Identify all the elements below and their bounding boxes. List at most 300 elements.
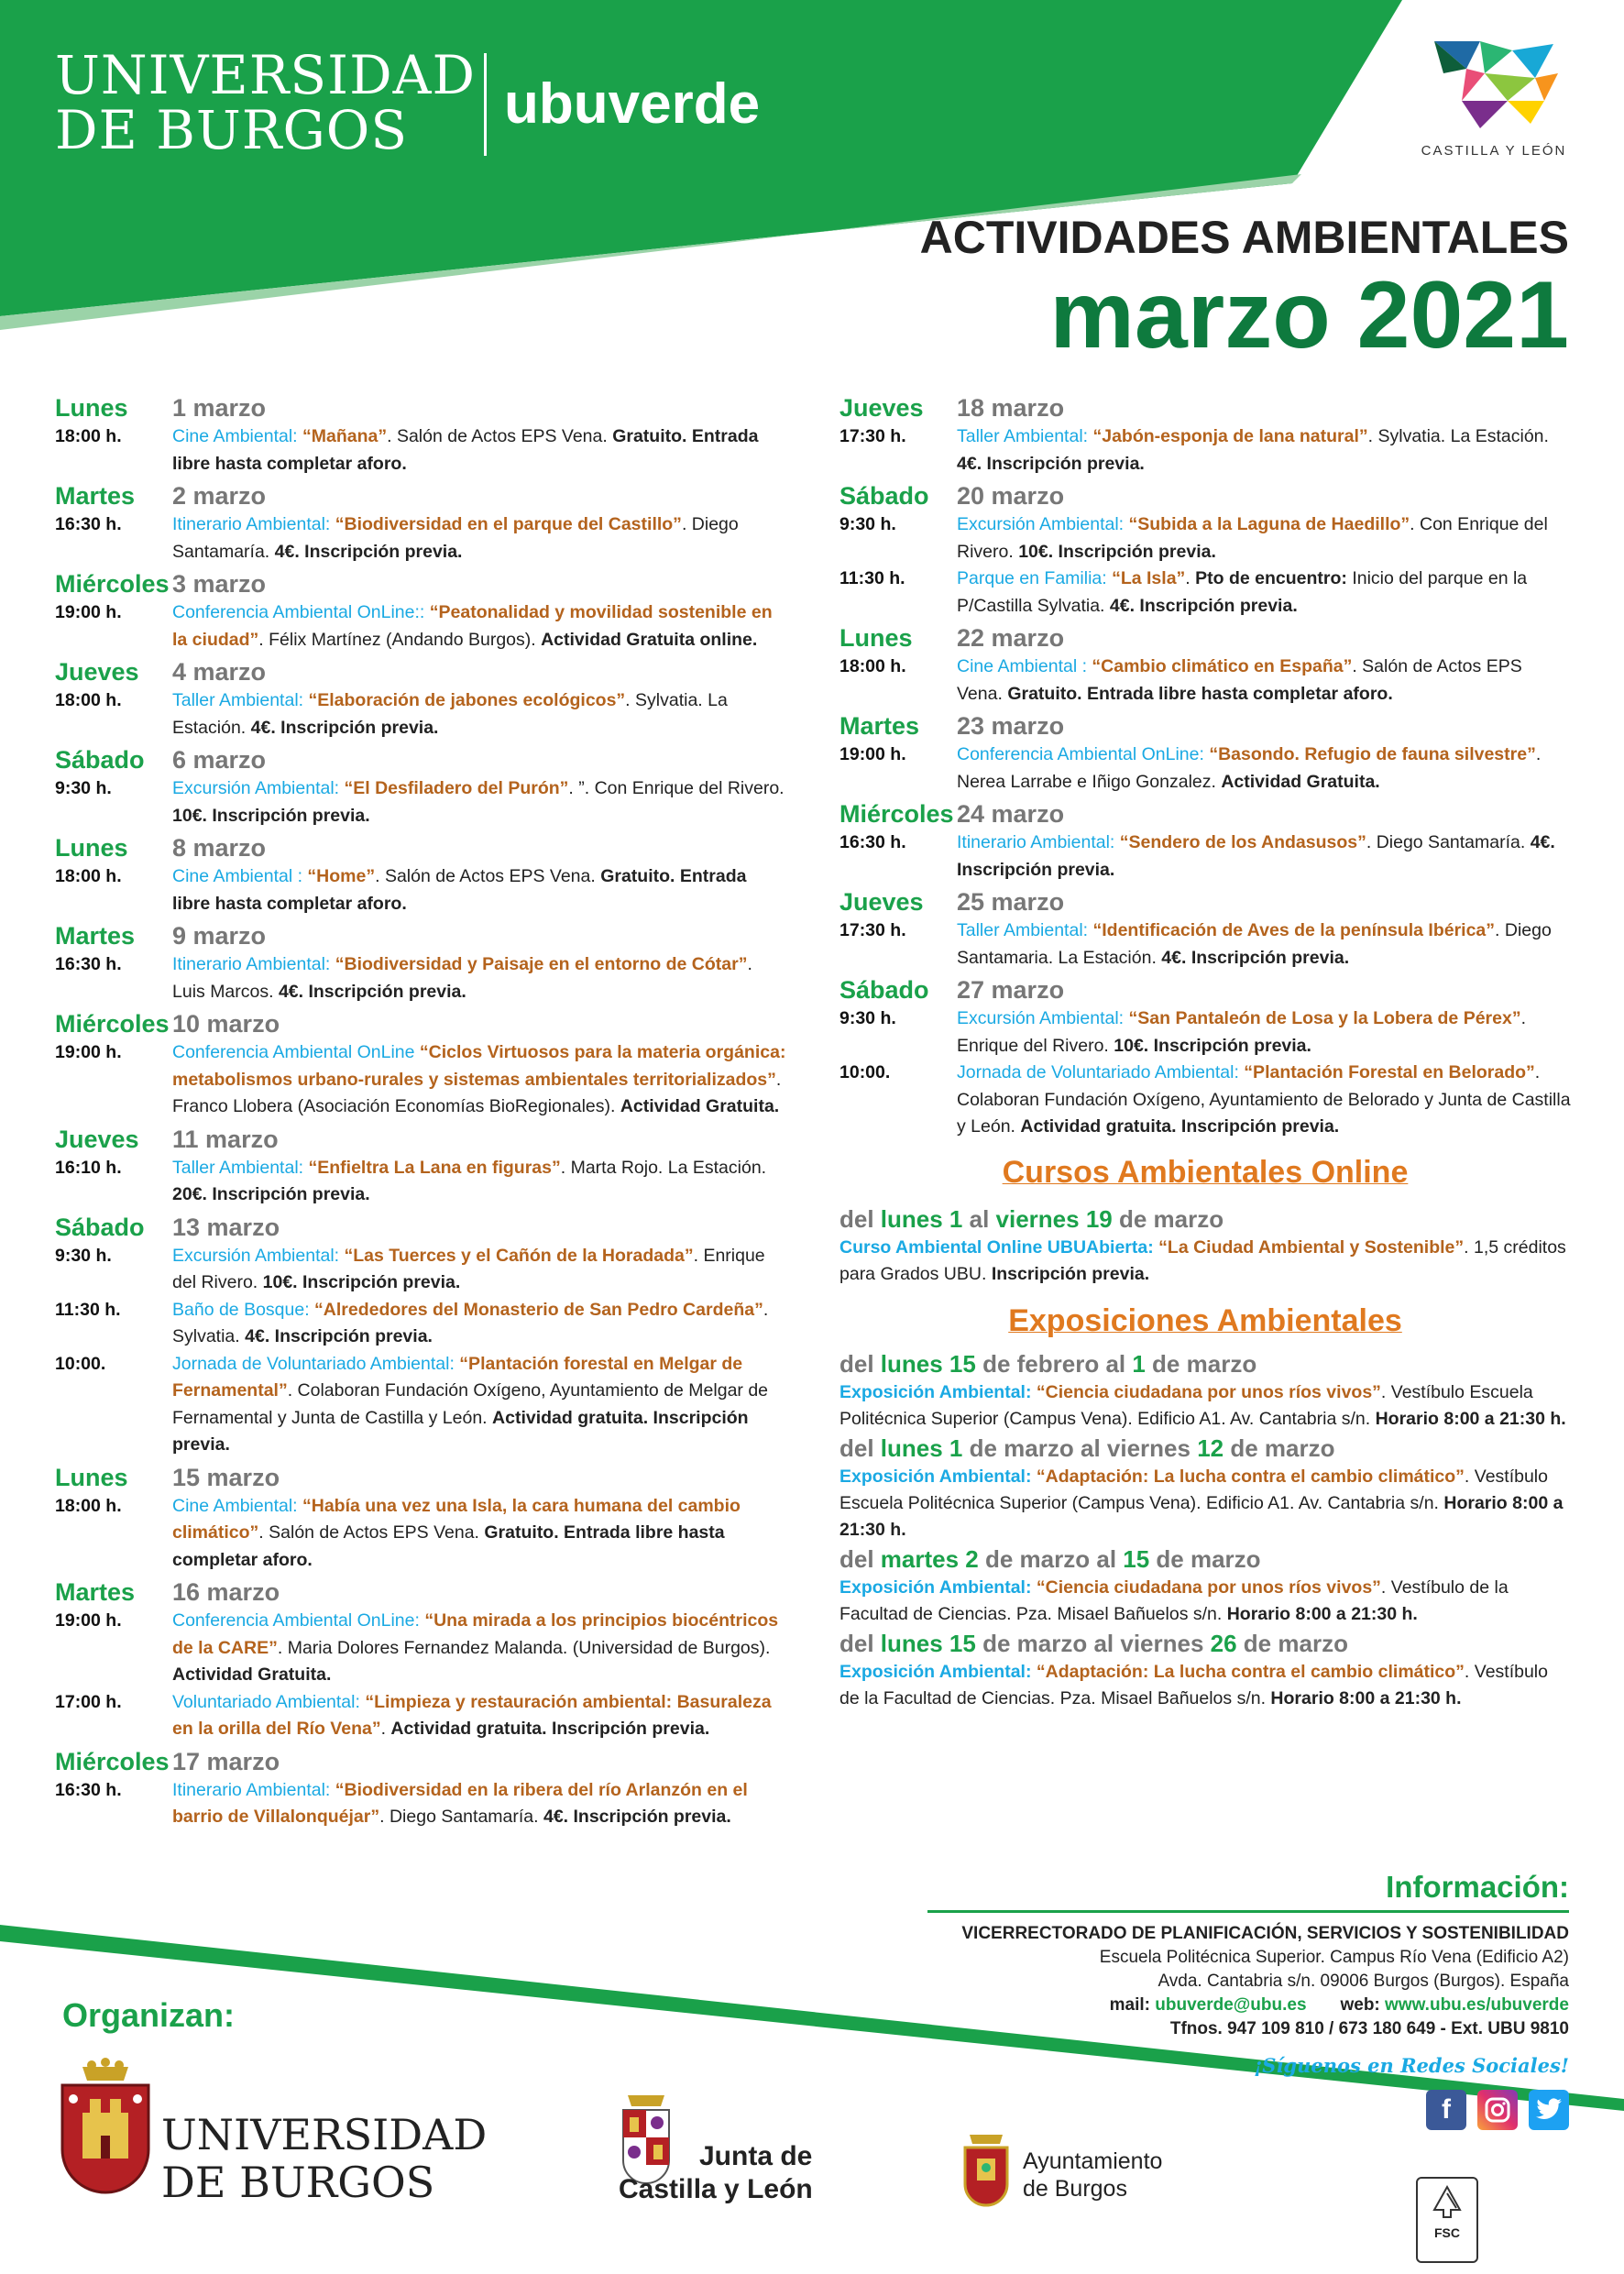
text-run: Actividad Gratuita online. [541,629,758,650]
text-run: Conferencia Ambiental OnLine [172,1042,415,1062]
text-run: . Salón de Actos EPS Vena. [387,426,613,446]
event-item [55,1689,786,1743]
day-name: Miércoles [839,800,954,828]
jcyl-logo [619,2088,839,2216]
event-item [55,1039,786,1121]
text-run: 4€. Inscripción previa. [1161,947,1350,968]
text-run: . Colaboran Fundación Oxígeno, Ayuntamiento de Melgar de Fernamental y Junta de Castilla y León. [172,1380,769,1428]
text-run: Gratuito. Entrada libre hasta completar aforo. [172,866,747,914]
event-item [839,423,1571,478]
text-run: “Una mirada a los principios biocéntricos de la CARE” [172,1610,779,1658]
day-date: 20 marzo [957,482,1065,510]
event-time: 10:00. [55,1353,106,1374]
text-run: “Adaptación: La lucha contra el cambio climático” [1031,1466,1465,1487]
day-name: Martes [55,482,136,510]
exposicion-description [839,1379,1571,1433]
ayto-shield-icon [962,2131,1010,2214]
event-description [957,654,1571,708]
text-run: viernes 19 [995,1204,1113,1233]
info-address-1: Escuela Politécnica Superior. Campus Río Vena (Edificio A2) [1099,1948,1569,1967]
ubu-logo [55,2058,495,2214]
day-header [55,1576,786,1608]
text-run: . Con Enrique del Rivero. [957,514,1548,562]
text-run: Conferencia Ambiental OnLine: [957,744,1204,764]
day-name: Jueves [55,1125,139,1153]
text-run: Horario 8:00 a 21:30 h. [1270,1687,1462,1708]
text-run: . Maria Dolores Fernandez Malanda. (Universidad de Burgos). [277,1637,771,1658]
day-name: Jueves [839,888,924,916]
text-run: Actividad Gratuita. [620,1096,780,1116]
text-run: de marzo al viernes [962,1434,1198,1462]
text-run: lunes 15 [880,1629,976,1657]
day-header [55,920,786,951]
text-run: de marzo al viernes [975,1629,1211,1657]
cyl-mosaic-icon [1425,37,1563,133]
text-run: Curso Ambiental Online UBUAbierta: [839,1236,1154,1258]
day-header [55,1124,786,1155]
text-run: Conferencia Ambiental OnLine:: [172,602,425,622]
text-run: . ”. Con Enrique del Rivero. [568,778,785,798]
event-item [55,511,786,566]
day-name: Jueves [55,658,139,686]
day-header [55,1212,786,1243]
day-date: 17 marzo [172,1747,280,1775]
event-description [172,599,786,654]
text-run: Taller Ambiental: [172,690,304,710]
event-item [55,687,786,742]
text-run: 26 [1210,1629,1237,1657]
text-run: “Limpieza y restauración ambiental: Basuraleza en la orilla del Río Vena” [172,1691,772,1739]
text-run: “Plantación forestal en Melgar de Fernamental” [172,1353,743,1401]
event-item [839,1005,1571,1060]
text-run: Actividad gratuita. Inscripción previa. [390,1719,710,1739]
exposiciones-list [839,1348,1571,1712]
day-name: Lunes [839,624,913,652]
text-run: . Vestíbulo de la Facultad de Ciencias. Pza. Misael Bañuelos s/n. [839,1661,1548,1708]
text-run: “Elaboración de jabones ecológicos” [303,690,626,710]
event-item [839,511,1571,566]
text-run: “Las Tuerces y el Cañón de la Horadada” [339,1245,694,1266]
mail-link[interactable]: ubuverde@ubu.es [1155,1995,1307,2015]
text-run: . [1185,568,1196,588]
event-description [172,687,786,742]
text-run: Taller Ambiental: [957,426,1089,446]
text-run: 10€. Inscripción previa. [172,805,370,826]
event-time: 9:30 h. [55,778,112,798]
text-run: Parque en Familia: [957,568,1107,588]
day-name: Martes [839,712,920,740]
text-run: . Diego Santamaría. [172,514,739,562]
cursos-title: Cursos Ambientales Online [1002,1154,1409,1190]
day-date: 1 marzo [172,394,267,422]
page-subtitle: marzo 2021 [1049,262,1569,368]
event-item [55,423,786,478]
web-link[interactable]: www.ubu.es/ubuverde [1385,1995,1569,2015]
text-run: 4€. Inscripción previa. [1109,595,1298,616]
day-date: 8 marzo [172,834,267,862]
event-description [172,863,786,917]
text-run: Itinerario Ambiental: [172,514,331,534]
text-run: Voluntariado Ambiental: [172,1691,360,1712]
left-schedule-column [55,390,786,1831]
text-run: Actividad Gratuita. [1221,771,1380,792]
text-run: “Ciencia ciudadana por unos ríos vivos” [1031,1576,1381,1598]
event-item [55,1297,786,1351]
text-run: Itinerario Ambiental: [172,954,331,974]
event-item [839,654,1571,708]
day-date: 16 marzo [172,1578,280,1606]
event-time: 11:30 h. [839,568,905,588]
info-divider [927,1910,1569,1913]
event-description [172,1777,786,1831]
day-date: 4 marzo [172,658,267,686]
event-time: 17:30 h. [839,426,906,446]
text-run: Gratuito. Entrada libre hasta completar aforo. [1007,683,1393,704]
day-header [839,622,1571,654]
text-run: lunes 15 [880,1349,976,1378]
text-run: Exposición Ambiental: [839,1381,1032,1402]
text-run: . Diego Santamaría. [1366,832,1531,852]
text-run: Inscripción previa. [991,1263,1150,1284]
text-run: Cine Ambiental : [172,866,302,886]
text-run: . Salón de Actos EPS Vena. [258,1522,485,1543]
text-run: . Enrique del Rivero. [957,1008,1527,1056]
event-description [172,1155,786,1209]
text-run: 4€. Inscripción previa. [250,717,439,738]
event-time: 19:00 h. [55,602,122,622]
text-run: Pto de encuentro: [1195,568,1353,588]
mail-label: mail: [1109,1995,1150,2015]
text-run: “La Ciudad Ambiental y Sostenible” [1153,1236,1465,1258]
event-description [957,1005,1571,1060]
text-run: “Ciencia ciudadana por unos ríos vivos” [1031,1381,1381,1402]
event-item [55,1777,786,1831]
exposicion-description [839,1464,1571,1543]
text-run: . Nerea Larrabe e Iñigo Gonzalez. [957,744,1542,792]
event-description [172,423,786,478]
text-run: Actividad gratuita. Inscripción previa. [1020,1116,1340,1137]
day-date: 18 marzo [957,394,1065,422]
event-description [172,1608,786,1689]
day-header [55,656,786,687]
text-run: 10€. Inscripción previa. [1018,541,1216,562]
day-header [55,1746,786,1777]
day-date: 2 marzo [172,482,267,510]
text-run: “Había una vez una Isla, la cara humana del cambio climático” [172,1495,741,1543]
text-run: 4€. Inscripción previa. [543,1807,731,1827]
ubu-logo-line1: UNIVERSIDAD [161,2110,488,2159]
day-name: Lunes [55,1463,128,1491]
text-run: 4€. Inscripción previa. [245,1326,433,1346]
brand-ubuverde: ubuverde [504,72,761,136]
exposicion-date-range [839,1433,1571,1464]
text-run: del [839,1434,881,1462]
event-time: 18:00 h. [839,656,906,676]
text-run: Cine Ambiental: [172,426,298,446]
exposicion-date-range [839,1628,1571,1659]
ayto-logo-line1: Ayuntamiento [1023,2148,1163,2174]
text-run: Exposición Ambiental: [839,1661,1032,1682]
text-run: . Luis Marcos. [172,954,752,1002]
text-run: Itinerario Ambiental: [172,1779,331,1800]
event-description [172,1297,786,1351]
day-name: Sábado [839,482,929,510]
day-date: 10 marzo [172,1010,280,1038]
info-title: Información: [1386,1870,1569,1904]
curso-date-range [839,1203,1571,1235]
text-run: “Biodiversidad en la ribera del río Arlanzón en el barrio de Villalonquéjar” [172,1779,748,1827]
event-time: 16:10 h. [55,1157,122,1178]
text-run: del [839,1629,881,1657]
text-run: Excursión Ambiental: [957,514,1125,534]
event-time: 9:30 h. [55,1245,112,1266]
day-date: 15 marzo [172,1463,280,1491]
text-run: Cine Ambiental : [957,656,1087,676]
ubu-logo-line2: DE BURGOS [161,2158,435,2207]
event-time: 18:00 h. [55,426,122,446]
text-run: “Alrededores del Monasterio de San Pedro Cardeña” [309,1299,763,1320]
twitter-icon[interactable] [1529,2090,1569,2130]
event-description [957,829,1571,884]
facebook-icon[interactable]: f [1426,2090,1466,2130]
web-label: web: [1340,1995,1380,2015]
curso-description [839,1235,1571,1288]
text-run: Itinerario Ambiental: [957,832,1115,852]
instagram-icon[interactable] [1477,2090,1518,2130]
text-run: . Diego Santamaría. [379,1807,543,1827]
event-description [957,917,1571,972]
event-time: 9:30 h. [839,1008,896,1028]
text-run: del [839,1349,881,1378]
right-schedule-list [839,392,1571,1141]
organizers-label: Organizan: [62,1996,236,2034]
day-date: 23 marzo [957,712,1065,740]
text-run: 10€. Inscripción previa. [1114,1035,1311,1056]
event-time: 18:00 h. [55,1495,122,1516]
text-run: Taller Ambiental: [172,1157,304,1178]
text-run: “Identificación de Aves de la península Ibérica” [1088,920,1496,940]
info-phones: Tfnos. 947 109 810 / 673 180 649 - Ext. UBU 9810 [1169,2019,1569,2038]
text-run: “El Desfiladero del Purón” [339,778,569,798]
day-name: Martes [55,922,136,950]
text-run: de febrero al [975,1349,1133,1378]
text-run: . Enrique del Rivero. [172,1245,765,1292]
event-time: 16:30 h. [55,514,122,534]
text-run: Horario 8:00 a 21:30 h. [839,1492,1564,1540]
jcyl-logo-line1: Junta de [699,2141,813,2171]
day-name: Lunes [55,394,128,422]
text-run: 12 [1197,1434,1224,1462]
text-run: 1 [1132,1349,1146,1378]
text-run: “Biodiversidad en el parque del Castillo” [330,514,682,534]
event-time: 9:30 h. [839,514,896,534]
cursos-list [839,1203,1571,1288]
event-description [957,566,1571,620]
text-run: Baño de Bosque: [172,1299,310,1320]
text-run: al [962,1204,996,1233]
event-time: 18:00 h. [55,866,122,886]
text-run: 15 [1123,1544,1150,1573]
text-run: Gratuito. Entrada libre hasta completar aforo. [172,1522,725,1570]
text-run: Actividad gratuita. Inscripción previa. [172,1407,749,1455]
text-run: del [839,1204,881,1233]
event-item [55,1155,786,1209]
day-date: 24 marzo [957,800,1065,828]
text-run: “Adaptación: La lucha contra el cambio climático” [1031,1661,1465,1682]
text-run: “Subida a la Laguna de Haedillo” [1124,514,1410,534]
day-name: Lunes [55,834,128,862]
event-time: 18:00 h. [55,690,122,710]
info-contact [927,1994,1569,2017]
text-run: Jornada de Voluntariado Ambiental: [172,1353,455,1374]
page-title: ACTIVIDADES AMBIENTALES [919,212,1569,263]
day-date: 22 marzo [957,624,1065,652]
text-run: “Sendero de los Andasusos” [1114,832,1366,852]
text-run: 4€. Inscripción previa. [278,981,466,1002]
day-header [55,392,786,423]
day-header [839,710,1571,742]
social-icons [927,2090,1569,2130]
day-header [55,568,786,599]
text-run: “Biodiversidad y Paisaje en el entorno de Cótar” [330,954,748,974]
day-date: 6 marzo [172,746,267,774]
text-run: “Jabón-esponja de lana natural” [1088,426,1368,446]
text-run: . Vestíbulo Escuela Politécnica Superior (Campus Vena). Edificio A1. Av. Cantabria s/n. [839,1466,1548,1513]
day-header [55,744,786,775]
cyl-label: CASTILLA Y LEÓN [1421,143,1567,159]
day-name: Miércoles [55,570,170,598]
text-run: lunes 1 [880,1434,963,1462]
event-item [839,917,1571,972]
text-run: . Félix Martínez (Andando Burgos). [258,629,542,650]
event-item [55,1608,786,1689]
text-run: . Diego Santamaria. La Estación. [957,920,1552,968]
text-run: Inicio del parque en la P/Castilla Sylvatia. [957,568,1528,616]
text-run: Conferencia Ambiental OnLine: [172,1610,420,1631]
castilla-leon-logo [1411,37,1576,159]
text-run: de marzo [1145,1349,1257,1378]
event-item [55,599,786,654]
text-run: de marzo [1112,1204,1224,1233]
day-name: Miércoles [55,1747,170,1775]
text-run: “Enfieltra La Lana en figuras” [303,1157,561,1178]
day-header [839,798,1571,829]
jcyl-logo-line2: Castilla y León [619,2174,813,2204]
day-date: 9 marzo [172,922,267,950]
event-item [55,775,786,829]
text-run: “Home” [302,866,376,886]
ayto-burgos-logo [962,2131,1219,2223]
ubu-crest-icon [55,2058,156,2214]
event-item [55,1243,786,1297]
text-run: “Basondo. Refugio de fauna silvestre” [1203,744,1536,764]
exposicion-description [839,1659,1571,1712]
text-run: de marzo [1223,1434,1335,1462]
day-name: Miércoles [55,1010,170,1038]
text-run: Exposición Ambiental: [839,1576,1032,1598]
event-time: 16:30 h. [55,1779,122,1800]
day-name: Sábado [55,1213,145,1241]
event-description [957,511,1571,566]
text-run: “San Pantaleón de Losa y la Lobera de Pérex” [1124,1008,1521,1028]
text-run: Horario 8:00 a 21:30 h. [1375,1408,1566,1429]
day-date: 13 marzo [172,1213,280,1241]
text-run: . Sylvatia. [172,1299,769,1346]
text-run: Excursión Ambiental: [172,778,340,798]
text-run: . Colaboran Fundación Oxígeno, Ayuntamiento de Belorado y Junta de Castilla y León. [957,1062,1571,1137]
text-run: . Vestíbulo Escuela Politécnica Superior (Campus Vena). Edificio A1. Av. Cantabria s/n. [839,1381,1533,1429]
text-run: de marzo [1149,1544,1261,1573]
fsc-label: FSC [1434,2225,1460,2240]
event-item [839,829,1571,884]
text-run: lunes 1 [880,1204,963,1233]
text-run: 20€. Inscripción previa. [172,1184,370,1204]
day-header [55,1462,786,1493]
day-header [55,832,786,863]
event-description [172,1039,786,1121]
text-run: “Cambio climático en España” [1087,656,1353,676]
text-run: . Vestíbulo de la Facultad de Ciencias. Pza. Misael Bañuelos s/n. [839,1576,1509,1624]
day-date: 3 marzo [172,570,267,598]
text-run: martes 2 [880,1544,979,1573]
text-run: 10€. Inscripción previa. [262,1272,461,1292]
text-run: “Peatonalidad y movilidad sostenible en la ciudad” [172,602,773,650]
event-description [172,1493,786,1575]
day-date: 27 marzo [957,976,1065,1004]
event-description [172,511,786,566]
event-item [839,742,1571,796]
text-run: Horario 8:00 a 21:30 h. [1226,1603,1418,1624]
text-run: . Salón de Actos EPS Vena. [957,656,1522,704]
text-run: Taller Ambiental: [957,920,1089,940]
exposiciones-title: Exposiciones Ambientales [1008,1302,1402,1338]
event-time: 11:30 h. [55,1299,121,1320]
text-run: . Sylvatia. La Estación. [172,690,728,738]
text-run: . 1,5 créditos para Grados UBU. [839,1236,1566,1284]
event-description [172,775,786,829]
event-item [55,1493,786,1575]
text-run: . [380,1719,391,1739]
day-name: Jueves [839,394,924,422]
text-run: Actividad Gratuita. [172,1664,332,1685]
text-run: de marzo [1236,1629,1348,1657]
event-description [957,1060,1571,1141]
text-run: Jornada de Voluntariado Ambiental: [957,1062,1239,1082]
text-run: 4€. Inscripción previa. [957,453,1145,474]
logo-divider [484,53,487,156]
day-header [839,392,1571,423]
event-item [839,566,1571,620]
event-time: 17:30 h. [839,920,906,940]
event-description [172,951,786,1005]
day-header [55,1008,786,1039]
text-run: . Salón de Actos EPS Vena. [375,866,601,886]
day-header [839,974,1571,1005]
text-run: Gratuito. Entrada libre hasta completar aforo. [172,426,759,474]
info-address-2: Avda. Cantabria s/n. 09006 Burgos (Burgos). España [1158,1972,1569,1991]
text-run: “Plantación Forestal en Belorado” [1238,1062,1535,1082]
day-date: 11 marzo [172,1125,279,1153]
text-run: Exposición Ambiental: [839,1466,1032,1487]
exposicion-date-range [839,1348,1571,1379]
day-header [55,480,786,511]
text-run: 4€. Inscripción previa. [957,832,1555,880]
info-block [927,1870,1569,2130]
fsc-logo [1416,2177,1478,2263]
text-run: de marzo al [978,1544,1124,1573]
event-description [172,1351,786,1459]
social-text: ¡Síguenos en Redes Sociales! [1254,2054,1569,2077]
